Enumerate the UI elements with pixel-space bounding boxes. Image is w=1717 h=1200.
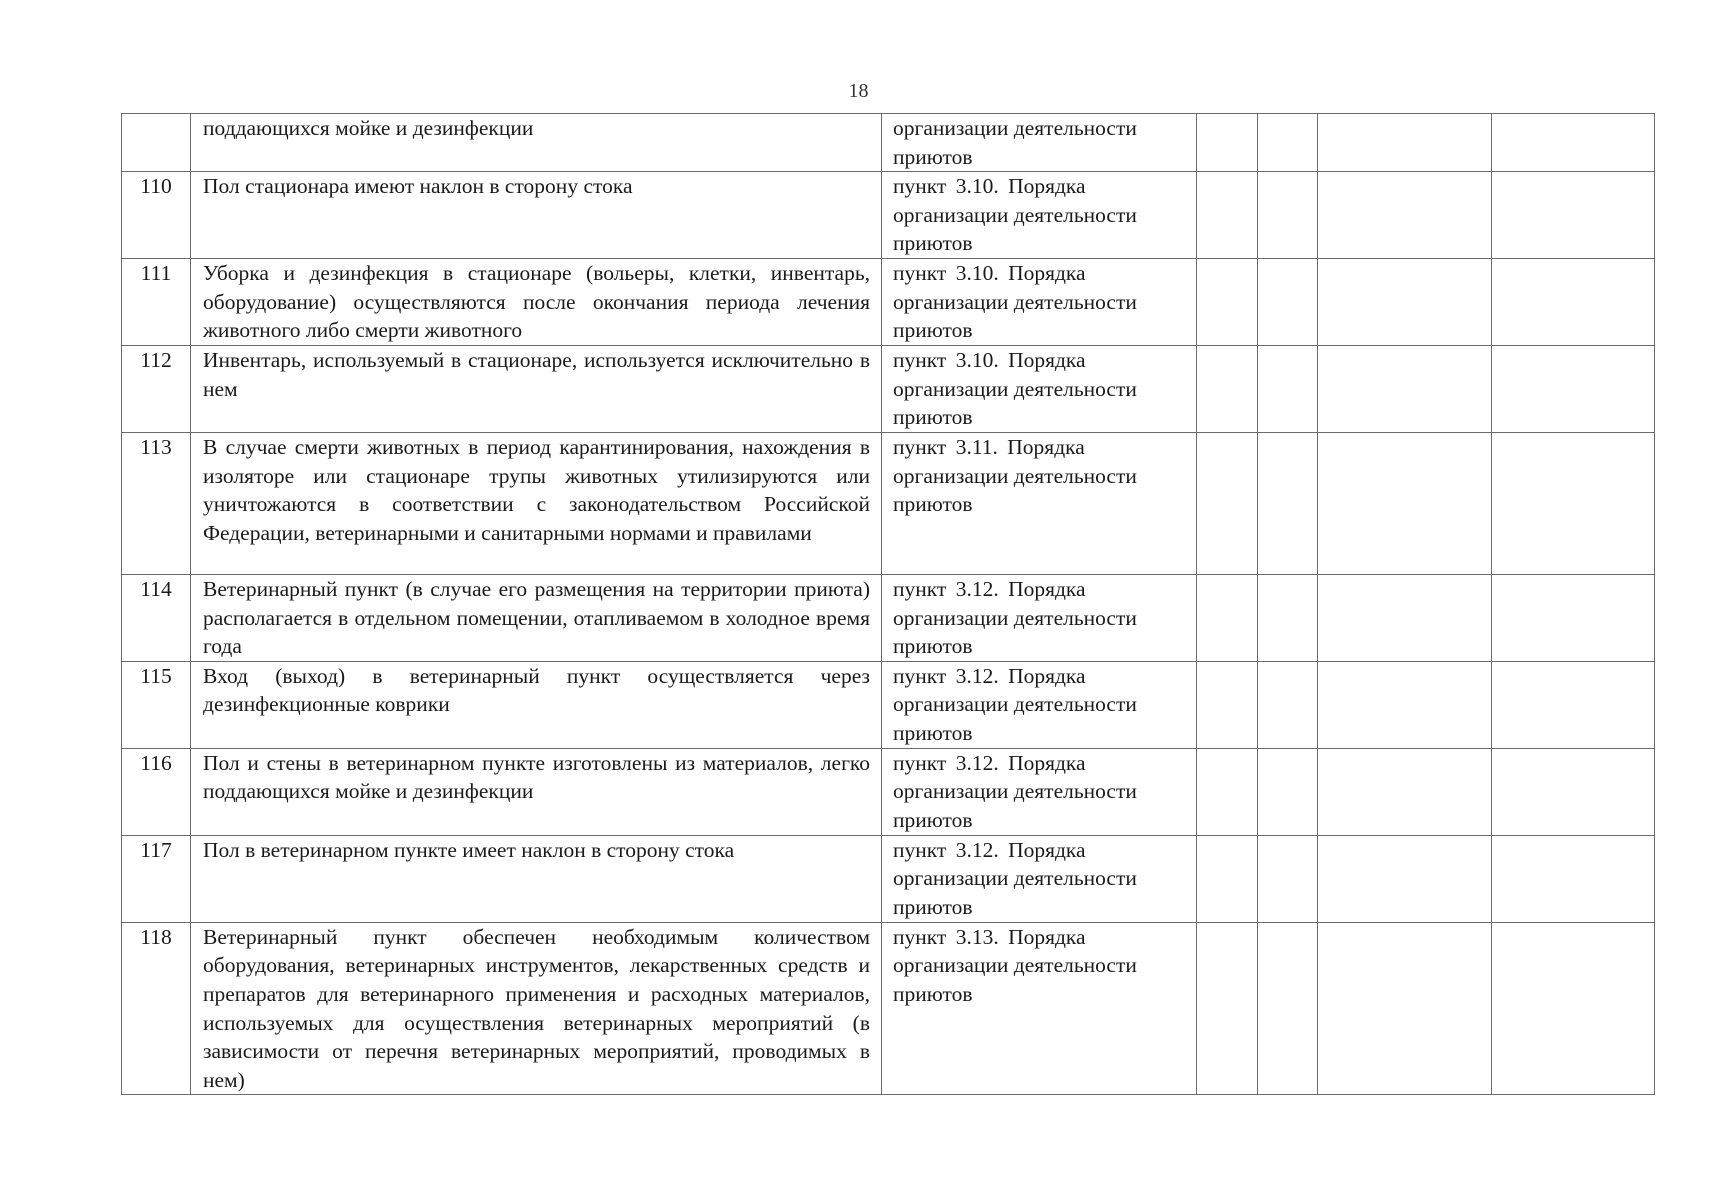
reference-line: приютов xyxy=(893,720,973,745)
reference-line: организации деятельности xyxy=(893,692,1137,717)
checklist-table xyxy=(121,113,1655,1095)
requirement-text: Инвентарь, используемый в стационаре, используется исключительно в нем xyxy=(191,345,882,432)
empty-cell-no xyxy=(1258,835,1318,922)
page-number: 18 xyxy=(848,80,869,102)
reference-line: приютов xyxy=(893,634,973,659)
legal-reference xyxy=(882,922,1197,1095)
legal-reference xyxy=(882,432,1197,574)
empty-cell-yes xyxy=(1197,432,1258,574)
row-number xyxy=(122,114,191,172)
table-row xyxy=(122,748,1655,835)
reference-line: приютов xyxy=(893,894,973,919)
requirement-text: поддающихся мойке и дезинфекции xyxy=(191,114,882,172)
legal-reference xyxy=(882,574,1197,661)
requirement-text: В случае смерти животных в период карантинирования, нахождения в изоляторе или стационаре трупы животных утилизируются или уничтожаются в соответствии с законодательством Российской Федерации, ветеринарными и санитарными нормами и правилами xyxy=(191,432,882,574)
empty-cell-yes xyxy=(1197,574,1258,661)
requirement-text: Ветеринарный пункт (в случае его размещения на территории приюта) располагается в отдельном помещении, отапливаемом в холодное время года xyxy=(191,574,882,661)
empty-cell-no xyxy=(1258,922,1318,1095)
reference-line: пункт 3.12. Порядка xyxy=(893,837,1086,862)
empty-cell-not-applicable xyxy=(1318,922,1492,1095)
empty-cell-notes xyxy=(1492,661,1655,748)
legal-reference xyxy=(882,345,1197,432)
row-number: 118 xyxy=(122,922,191,1095)
reference-line: приютов xyxy=(893,981,973,1006)
reference-line: пункт 3.12. Порядка xyxy=(893,663,1086,688)
row-number: 114 xyxy=(122,574,191,661)
row-number: 113 xyxy=(122,432,191,574)
empty-cell-notes xyxy=(1492,922,1655,1095)
empty-cell-yes xyxy=(1197,835,1258,922)
empty-cell-notes xyxy=(1492,574,1655,661)
empty-cell-no xyxy=(1258,258,1318,345)
legal-reference xyxy=(882,661,1197,748)
requirement-text: Уборка и дезинфекция в стационаре (вольеры, клетки, инвентарь, оборудование) осуществляются после окончания периода лечения животного либо смерти животного xyxy=(191,258,882,345)
reference-line: пункт 3.11. Порядка xyxy=(893,434,1085,459)
empty-cell-yes xyxy=(1197,172,1258,259)
table-row xyxy=(122,345,1655,432)
empty-cell-notes xyxy=(1492,432,1655,574)
reference-line: организации деятельности xyxy=(893,953,1137,978)
empty-cell-yes xyxy=(1197,258,1258,345)
reference-line: приютов xyxy=(893,318,973,343)
requirement-text: Ветеринарный пункт обеспечен необходимым количеством оборудования, ветеринарных инструментов, лекарственных средств и препаратов для ветеринарного применения и расходных материалов, используемых для осуществления ветеринарных мероприятий (в зависимости от перечня ветеринарных мероприятий, проводимых в нем) xyxy=(191,922,882,1095)
empty-cell-not-applicable xyxy=(1318,574,1492,661)
reference-line: организации деятельности xyxy=(893,605,1137,630)
empty-cell-yes xyxy=(1197,748,1258,835)
reference-line: пункт 3.13. Порядка xyxy=(893,924,1086,949)
empty-cell-not-applicable xyxy=(1318,345,1492,432)
empty-cell-not-applicable xyxy=(1318,748,1492,835)
reference-line: приютов xyxy=(893,405,973,430)
empty-cell-notes xyxy=(1492,114,1655,172)
table-row xyxy=(122,922,1655,1095)
empty-cell-notes xyxy=(1492,172,1655,259)
reference-line: пункт 3.10. Порядка xyxy=(893,347,1086,372)
table-row xyxy=(122,432,1655,574)
empty-cell-not-applicable xyxy=(1318,661,1492,748)
reference-line: организации деятельности xyxy=(893,202,1137,227)
empty-cell-yes xyxy=(1197,922,1258,1095)
legal-reference xyxy=(882,172,1197,259)
empty-cell-no xyxy=(1258,432,1318,574)
empty-cell-no xyxy=(1258,114,1318,172)
empty-cell-not-applicable xyxy=(1318,835,1492,922)
empty-cell-yes xyxy=(1197,114,1258,172)
empty-cell-notes xyxy=(1492,258,1655,345)
empty-cell-notes xyxy=(1492,345,1655,432)
row-number: 116 xyxy=(122,748,191,835)
reference-line: пункт 3.10. Порядка xyxy=(893,260,1086,285)
reference-line: пункт 3.12. Порядка xyxy=(893,576,1086,601)
empty-cell-no xyxy=(1258,574,1318,661)
empty-cell-not-applicable xyxy=(1318,114,1492,172)
reference-line: организации деятельности xyxy=(893,866,1137,891)
row-number: 115 xyxy=(122,661,191,748)
table-row xyxy=(122,114,1655,172)
reference-line: приютов xyxy=(893,231,973,256)
reference-line: пункт 3.12. Порядка xyxy=(893,750,1086,775)
reference-line: организации деятельности xyxy=(893,779,1137,804)
table-row xyxy=(122,661,1655,748)
reference-line: приютов xyxy=(893,807,973,832)
empty-cell-notes xyxy=(1492,835,1655,922)
reference-line: организации деятельности xyxy=(893,289,1137,314)
legal-reference xyxy=(882,835,1197,922)
table-row xyxy=(122,835,1655,922)
reference-line: организации деятельности xyxy=(893,463,1137,488)
legal-reference xyxy=(882,258,1197,345)
requirement-text: Пол стационара имеют наклон в сторону стока xyxy=(191,172,882,259)
row-number: 111 xyxy=(122,258,191,345)
row-number: 117 xyxy=(122,835,191,922)
requirement-text: Пол в ветеринарном пункте имеет наклон в сторону стока xyxy=(191,835,882,922)
reference-line: приютов xyxy=(893,144,973,169)
table-row xyxy=(122,258,1655,345)
row-number: 110 xyxy=(122,172,191,259)
empty-cell-yes xyxy=(1197,345,1258,432)
legal-reference xyxy=(882,748,1197,835)
legal-reference xyxy=(882,114,1197,172)
requirement-text: Пол и стены в ветеринарном пункте изготовлены из материалов, легко поддающихся мойке и дезинфекции xyxy=(191,748,882,835)
empty-cell-no xyxy=(1258,172,1318,259)
table-row xyxy=(122,172,1655,259)
empty-cell-no xyxy=(1258,748,1318,835)
empty-cell-no xyxy=(1258,661,1318,748)
reference-line: организации деятельности xyxy=(893,116,1137,140)
empty-cell-not-applicable xyxy=(1318,432,1492,574)
empty-cell-not-applicable xyxy=(1318,258,1492,345)
empty-cell-notes xyxy=(1492,748,1655,835)
reference-line: организации деятельности xyxy=(893,376,1137,401)
reference-line: пункт 3.10. Порядка xyxy=(893,174,1086,199)
row-number: 112 xyxy=(122,345,191,432)
requirement-text: Вход (выход) в ветеринарный пункт осуществляется через дезинфекционные коврики xyxy=(191,661,882,748)
empty-cell-yes xyxy=(1197,661,1258,748)
empty-cell-no xyxy=(1258,345,1318,432)
table-row xyxy=(122,574,1655,661)
empty-cell-not-applicable xyxy=(1318,172,1492,259)
reference-line: приютов xyxy=(893,492,973,517)
